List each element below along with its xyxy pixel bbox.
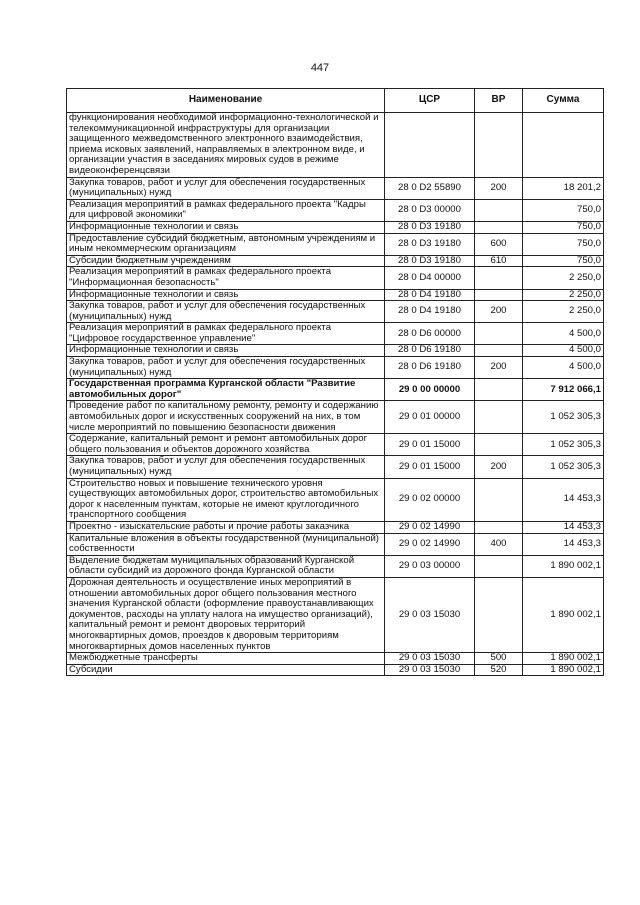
table-row bbox=[67, 221, 604, 233]
cell-csr: 29 0 03 15030 bbox=[385, 653, 475, 665]
cell-name: Информационные технологии и связь bbox=[67, 221, 385, 233]
table-row bbox=[67, 434, 604, 456]
cell-sum: 18 201,2 bbox=[523, 177, 604, 199]
cell-vr: 200 bbox=[475, 456, 523, 478]
cell-csr: 28 0 D6 19180 bbox=[385, 345, 475, 357]
cell-sum: 1 052 305,3 bbox=[523, 401, 604, 434]
cell-csr: 28 0 D3 19180 bbox=[385, 255, 475, 267]
table-row bbox=[67, 521, 604, 533]
table-row bbox=[67, 289, 604, 301]
table-row bbox=[67, 267, 604, 289]
cell-vr bbox=[475, 555, 523, 577]
table-row bbox=[67, 478, 604, 521]
table-row bbox=[67, 113, 604, 178]
cell-sum: 2 250,0 bbox=[523, 289, 604, 301]
cell-csr: 28 0 D6 00000 bbox=[385, 323, 475, 345]
cell-csr: 29 0 02 14990 bbox=[385, 521, 475, 533]
cell-sum: 4 500,0 bbox=[523, 323, 604, 345]
cell-vr bbox=[475, 434, 523, 456]
cell-csr bbox=[385, 113, 475, 178]
table-row bbox=[67, 323, 604, 345]
cell-sum: 750,0 bbox=[523, 255, 604, 267]
cell-csr: 28 0 D4 19180 bbox=[385, 289, 475, 301]
table-row bbox=[67, 577, 604, 652]
cell-vr bbox=[475, 113, 523, 178]
cell-name: Проектно - изыскательские работы и прочие работы заказчика bbox=[67, 521, 385, 533]
cell-csr: 28 0 D3 19180 bbox=[385, 233, 475, 255]
cell-sum: 750,0 bbox=[523, 199, 604, 221]
cell-sum: 4 500,0 bbox=[523, 345, 604, 357]
cell-sum: 1 052 305,3 bbox=[523, 456, 604, 478]
cell-vr bbox=[475, 521, 523, 533]
cell-sum: 14 453,3 bbox=[523, 478, 604, 521]
cell-vr: 500 bbox=[475, 653, 523, 665]
cell-name: Государственная программа Курганской области "Развитие автомобильных дорог" bbox=[67, 379, 385, 401]
cell-vr: 400 bbox=[475, 533, 523, 555]
cell-name: Предоставление субсидий бюджетным, автономным учреждениям и иным некоммерческим организациям bbox=[67, 233, 385, 255]
cell-sum: 1 890 002,1 bbox=[523, 653, 604, 665]
cell-sum: 750,0 bbox=[523, 221, 604, 233]
cell-name: Реализация мероприятий в рамках федерального проекта "Информационная безопасность" bbox=[67, 267, 385, 289]
cell-name: Капитальные вложения в объекты государственной (муниципальной) собственности bbox=[67, 533, 385, 555]
table-row bbox=[67, 301, 604, 323]
cell-vr: 520 bbox=[475, 664, 523, 676]
cell-vr bbox=[475, 323, 523, 345]
table-row bbox=[67, 555, 604, 577]
table-row bbox=[67, 653, 604, 665]
cell-name: Выделение бюджетам муниципальных образований Курганской области субсидий из дорожного фонда Курганской области bbox=[67, 555, 385, 577]
table-row bbox=[67, 401, 604, 434]
page-number: 447 bbox=[310, 62, 330, 74]
cell-name: Дорожная деятельность и осуществление иных мероприятий в отношении автомобильных дорог общего пользования местного значения Курганской области (оформление правоустанавливающих документов, расходы на уплату налога на имущество организаций), капитальный ремонт и ремонт дворовых территорий многоквартирных домов, проездов к дворовым территориям многоквартирных домов населенных пунктов bbox=[67, 577, 385, 652]
cell-name: Строительство новых и повышение технического уровня существующих автомобильных дорог, строительство автомобильных дорог к населенным пунктам, которые не имеют круглогодичного транспортного сообщения bbox=[67, 478, 385, 521]
cell-csr: 29 0 01 15000 bbox=[385, 434, 475, 456]
cell-sum: 1 890 002,1 bbox=[523, 664, 604, 676]
cell-csr: 28 0 D3 19180 bbox=[385, 221, 475, 233]
table-row bbox=[67, 379, 604, 401]
cell-sum: 750,0 bbox=[523, 233, 604, 255]
header-vr: ВР bbox=[475, 89, 523, 113]
cell-name: Закупка товаров, работ и услуг для обеспечения государственных (муниципальных) нужд bbox=[67, 301, 385, 323]
cell-vr bbox=[475, 267, 523, 289]
header-csr: ЦСР bbox=[385, 89, 475, 113]
table-row bbox=[67, 199, 604, 221]
table-row bbox=[67, 664, 604, 676]
table-row bbox=[67, 177, 604, 199]
table-body bbox=[67, 113, 604, 676]
cell-name: Информационные технологии и связь bbox=[67, 289, 385, 301]
cell-vr bbox=[475, 401, 523, 434]
cell-name: Содержание, капитальный ремонт и ремонт автомобильных дорог общего пользования и объектов дорожного хозяйства bbox=[67, 434, 385, 456]
cell-vr bbox=[475, 199, 523, 221]
cell-csr: 28 0 D6 19180 bbox=[385, 357, 475, 379]
cell-vr: 200 bbox=[475, 301, 523, 323]
header-name: Наименование bbox=[67, 89, 385, 113]
cell-sum: 2 250,0 bbox=[523, 267, 604, 289]
table-header-row bbox=[67, 89, 604, 113]
cell-csr: 28 0 D4 19180 bbox=[385, 301, 475, 323]
cell-sum: 1 052 305,3 bbox=[523, 434, 604, 456]
cell-vr bbox=[475, 289, 523, 301]
cell-name: Реализация мероприятий в рамках федерального проекта "Цифровое государственное управление" bbox=[67, 323, 385, 345]
cell-sum: 2 250,0 bbox=[523, 301, 604, 323]
cell-vr bbox=[475, 478, 523, 521]
table-row bbox=[67, 357, 604, 379]
cell-name: Закупка товаров, работ и услуг для обеспечения государственных (муниципальных) нужд bbox=[67, 177, 385, 199]
cell-csr: 29 0 03 15030 bbox=[385, 664, 475, 676]
cell-vr bbox=[475, 345, 523, 357]
cell-sum: 1 890 002,1 bbox=[523, 555, 604, 577]
cell-name: Проведение работ по капитальному ремонту, ремонту и содержанию автомобильных дорог и искусственных сооружений на них, в том числе мероприятий по повышению безопасности движения bbox=[67, 401, 385, 434]
cell-name: Закупка товаров, работ и услуг для обеспечения государственных (муниципальных) нужд bbox=[67, 357, 385, 379]
cell-csr: 29 0 03 15030 bbox=[385, 577, 475, 652]
cell-csr: 29 0 03 00000 bbox=[385, 555, 475, 577]
cell-vr bbox=[475, 379, 523, 401]
cell-vr: 200 bbox=[475, 357, 523, 379]
table-row bbox=[67, 456, 604, 478]
cell-vr bbox=[475, 221, 523, 233]
cell-vr: 200 bbox=[475, 177, 523, 199]
cell-csr: 28 0 D3 00000 bbox=[385, 199, 475, 221]
cell-vr bbox=[475, 577, 523, 652]
cell-name: Информационные технологии и связь bbox=[67, 345, 385, 357]
cell-name: Субсидии bbox=[67, 664, 385, 676]
table-row bbox=[67, 255, 604, 267]
cell-name: Закупка товаров, работ и услуг для обеспечения государственных (муниципальных) нужд bbox=[67, 456, 385, 478]
cell-csr: 29 0 01 00000 bbox=[385, 401, 475, 434]
header-sum: Сумма bbox=[523, 89, 604, 113]
cell-sum: 4 500,0 bbox=[523, 357, 604, 379]
cell-name: функционирования необходимой информационно-технологической и телекоммуникационной инфраструктуры для организации защищенного межведомственного электронного взаимодействия, приема исковых заявлений, направляемых в электронном виде, и организации участия в заседаниях мировых судов в режиме видеоконференцсвязи bbox=[67, 113, 385, 178]
cell-csr: 28 0 D4 00000 bbox=[385, 267, 475, 289]
cell-name: Реализация мероприятий в рамках федерального проекта "Кадры для цифровой экономики" bbox=[67, 199, 385, 221]
cell-name: Субсидии бюджетным учреждениям bbox=[67, 255, 385, 267]
cell-name: Межбюджетные трансферты bbox=[67, 653, 385, 665]
cell-vr: 610 bbox=[475, 255, 523, 267]
budget-table bbox=[66, 88, 604, 676]
cell-csr: 29 0 00 00000 bbox=[385, 379, 475, 401]
cell-sum: 7 912 066,1 bbox=[523, 379, 604, 401]
table-row bbox=[67, 533, 604, 555]
table-row bbox=[67, 345, 604, 357]
cell-vr: 600 bbox=[475, 233, 523, 255]
cell-csr: 28 0 D2 55890 bbox=[385, 177, 475, 199]
cell-sum bbox=[523, 113, 604, 178]
cell-csr: 29 0 02 00000 bbox=[385, 478, 475, 521]
cell-sum: 14 453,3 bbox=[523, 533, 604, 555]
cell-csr: 29 0 02 14990 bbox=[385, 533, 475, 555]
cell-sum: 1 890 002,1 bbox=[523, 577, 604, 652]
table-row bbox=[67, 233, 604, 255]
cell-csr: 29 0 01 15000 bbox=[385, 456, 475, 478]
cell-sum: 14 453,3 bbox=[523, 521, 604, 533]
